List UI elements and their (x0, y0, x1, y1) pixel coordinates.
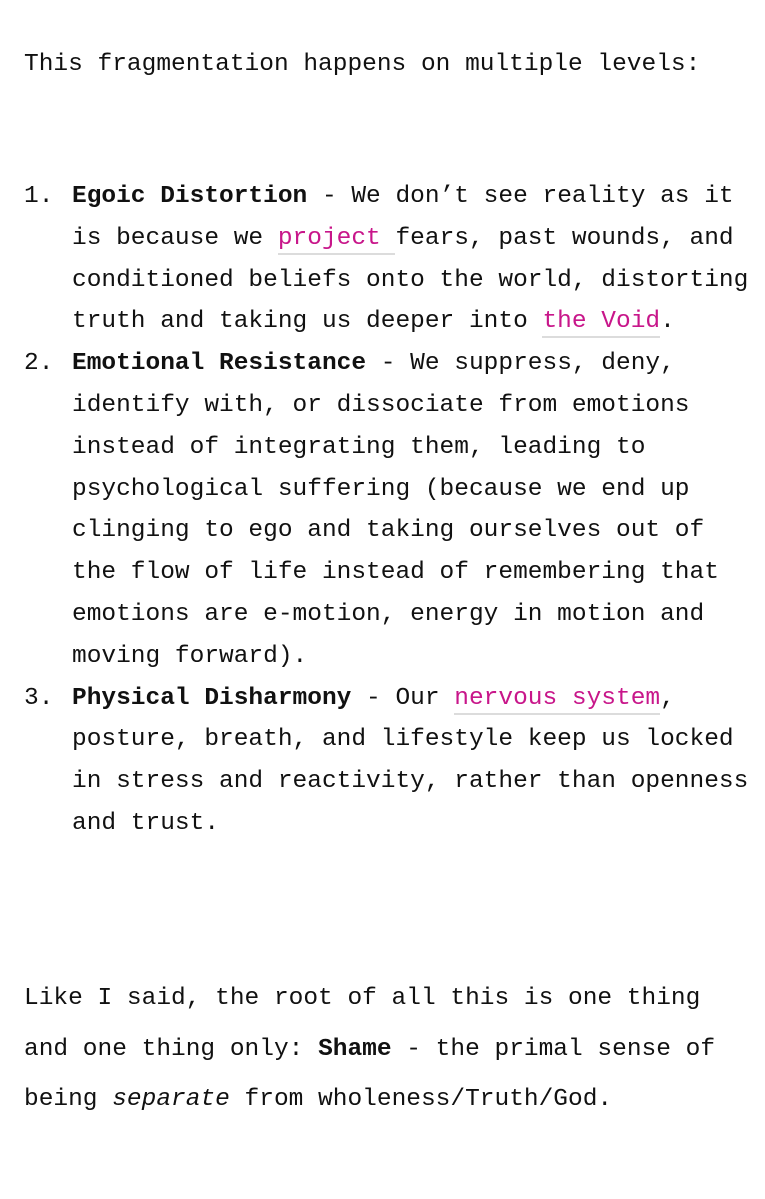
nervous-system-link[interactable]: nervous system (454, 685, 660, 715)
the-void-link[interactable]: the Void (542, 308, 660, 338)
list-item-text: fears, past wounds, and conditioned beliefs onto the world, distorting truth and taking us deeper into (72, 224, 749, 336)
separate-emphasis: separate (112, 1086, 230, 1113)
outro-text: - the primal sense of being (24, 1035, 716, 1113)
list-number: 2. (24, 350, 54, 378)
list-number: 3. (24, 684, 54, 712)
list-item-text: - We don’t see reality as it is because we (72, 183, 734, 252)
list-item-title: Emotional Resistance (72, 350, 367, 378)
intro-paragraph: This fragmentation happens on multiple levels: (24, 51, 701, 78)
outro-paragraph (24, 974, 744, 1126)
shame-emphasis: Shame (318, 1035, 392, 1063)
list-item-text: - We suppress, deny, identify with, or dissociate from emotions instead of integrating them, leading to psychological suffering (because we end up clinging to ego and taking ourselves out of the flow of life instead of remembering that emotions are e-motion, energy in motion and moving forward). (72, 350, 719, 670)
list-number: 1. (24, 183, 54, 210)
list-item-text: , posture, breath, and lifestyle keep us locked in stress and reactivity, rather than openness and trust. (72, 684, 749, 837)
outro-text: Like I said, the root of all this is one thing and one thing only: (24, 985, 701, 1063)
project-link[interactable]: project (278, 225, 396, 255)
list-item-title: Egoic Distortion (72, 183, 308, 210)
fragmentation-levels-list (24, 176, 754, 845)
list-item-title: Physical Disharmony (72, 684, 352, 712)
list-item-egoic-distortion (24, 176, 754, 343)
list-item-physical-disharmony (24, 678, 754, 845)
list-item-text: - Our (351, 684, 455, 712)
list-item-text: . (660, 308, 675, 336)
outro-text: from wholeness/Truth/God. (229, 1086, 613, 1113)
list-item-emotional-resistance (24, 343, 754, 677)
